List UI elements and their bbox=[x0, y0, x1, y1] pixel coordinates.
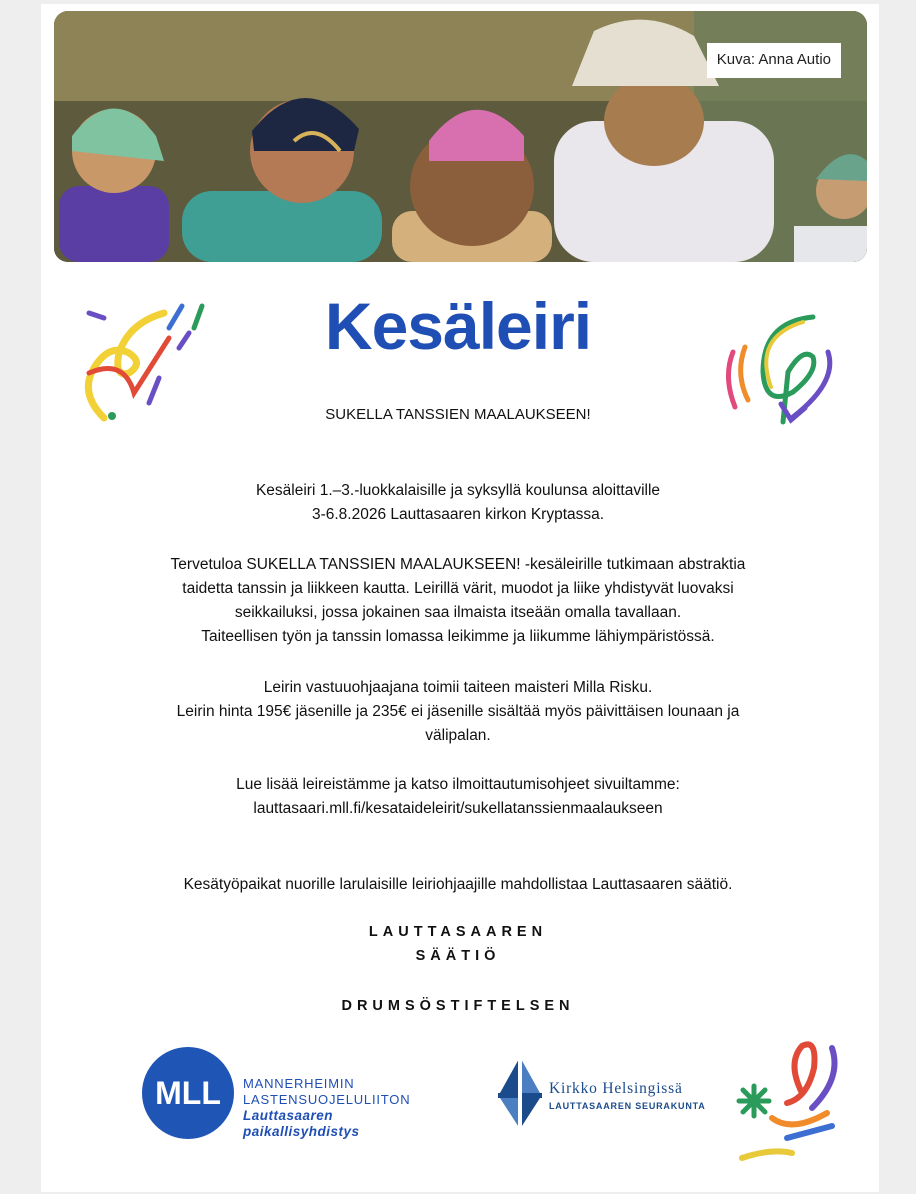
mll-logo-text bbox=[243, 1076, 410, 1140]
description-line-4: Taiteellisen työn ja tanssin lomassa leikimme ja liikumme lähiympäristössä. bbox=[201, 628, 715, 645]
description-line-2: taidetta tanssin ja liikkeen kautta. Leirillä värit, muodot ja liike yhdistyvät luovaksi bbox=[182, 580, 734, 597]
foundation-name-line-1: LAUTTASAAREN bbox=[368, 924, 548, 940]
star-squiggle-icon bbox=[732, 1038, 847, 1168]
hero-photo bbox=[54, 11, 867, 262]
price-line-2: välipalan. bbox=[425, 727, 491, 744]
page-title: Kesäleiri bbox=[324, 289, 592, 363]
subheading: SUKELLA TANSSIEN MAALAUKSEEN! bbox=[325, 406, 591, 423]
church-name: Kirkko Helsingissä bbox=[549, 1080, 683, 1097]
church-cross-icon bbox=[498, 1057, 542, 1129]
description-line-1: Tervetuloa SUKELLA TANSSIEN MAALAUKSEEN! -kesäleirille tutkimaan abstraktia bbox=[170, 556, 746, 573]
intro-line-1: Kesäleiri 1.–3.-luokkalaisille ja syksyllä koulunsa aloittaville bbox=[255, 482, 661, 499]
mll-logo-badge: MLL bbox=[142, 1047, 234, 1139]
church-parish: LAUTTASAAREN SEURAKUNTA bbox=[549, 1101, 706, 1111]
description-line-3: seikkailuksi, jossa jokainen saa ilmaista itseään omalla tavallaan. bbox=[234, 604, 682, 621]
leader-line: Leirin vastuuohjaajana toimii taiteen maisteri Milla Risku. bbox=[263, 679, 653, 696]
foundation-swedish-name: DRUMSÖSTIFTELSEN bbox=[341, 998, 575, 1014]
foundation-name-line-2: SÄÄTIÖ bbox=[415, 948, 501, 964]
mll-local-line-2: paikallisyhdistys bbox=[243, 1124, 360, 1139]
more-info-line: Lue lisää leireistämme ja katso ilmoittautumisohjeet sivuiltamme: bbox=[236, 776, 680, 793]
photo-credit: Kuva: Anna Autio bbox=[707, 43, 841, 78]
mll-name-line-1: MANNERHEIMIN bbox=[243, 1076, 355, 1091]
intro-line-2: 3-6.8.2026 Lauttasaaren kirkon Kryptassa. bbox=[311, 506, 605, 523]
mll-name-line-2: LASTENSUOJELULIITON bbox=[243, 1092, 411, 1107]
registration-link[interactable]: lauttasaari.mll.fi/kesataideleirit/sukellatanssienmaalaukseen bbox=[253, 800, 663, 817]
price-line-1: Leirin hinta 195€ jäsenille ja 235€ ei jäsenille sisältää myös päivittäisen lounaan ja bbox=[176, 703, 740, 720]
sponsor-note: Kesätyöpaikat nuorille larulaisille leiriohjaajille mahdollistaa Lauttasaaren säätiö. bbox=[183, 876, 733, 893]
mll-local-line-1: Lauttasaaren bbox=[243, 1108, 334, 1123]
